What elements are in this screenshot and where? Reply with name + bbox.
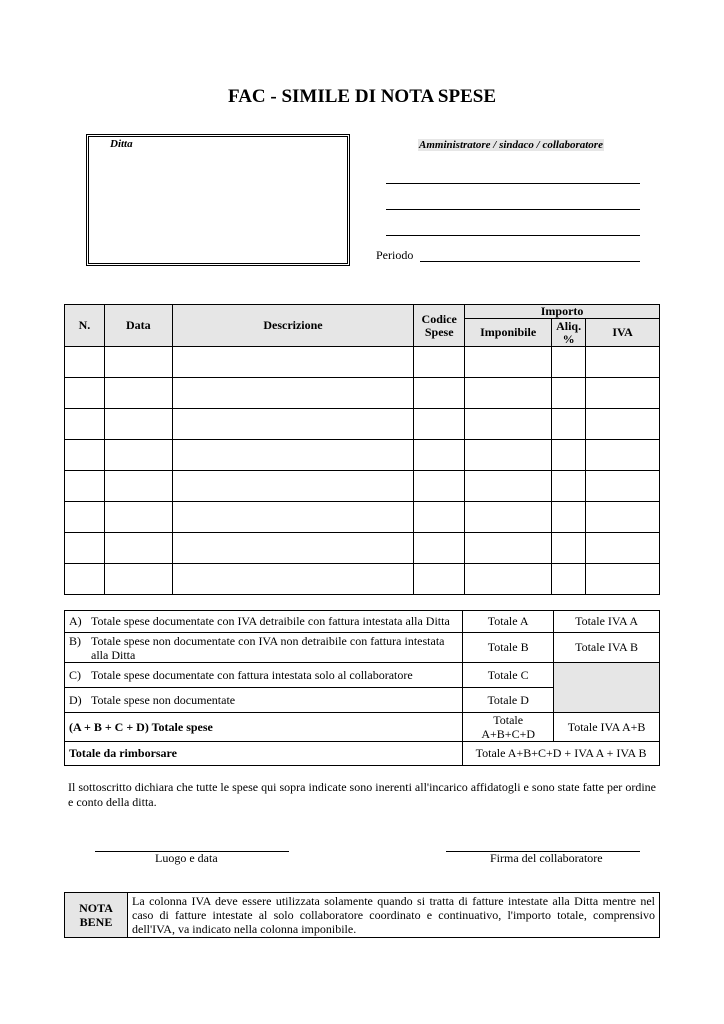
cell-imponibile[interactable] xyxy=(465,440,552,471)
luogo-label: Luogo e data xyxy=(155,851,218,865)
sum-text: (A + B + C + D) Totale spese xyxy=(65,713,463,742)
cell-n[interactable] xyxy=(65,471,105,502)
cell-iva[interactable] xyxy=(586,564,660,595)
table-row xyxy=(65,347,660,378)
cell-codice[interactable] xyxy=(414,409,465,440)
total-d-text: Totale spese non documentate xyxy=(91,692,236,707)
cell-n[interactable] xyxy=(65,440,105,471)
cell-iva[interactable] xyxy=(586,347,660,378)
shaded-empty-cell xyxy=(554,663,660,713)
cell-iva[interactable] xyxy=(586,533,660,564)
cell-aliq[interactable] xyxy=(552,502,586,533)
cell-codice[interactable] xyxy=(414,533,465,564)
cell-descrizione[interactable] xyxy=(172,533,413,564)
cell-codice[interactable] xyxy=(414,564,465,595)
rimborso-text: Totale da rimborsare xyxy=(65,742,463,766)
total-c-letter: C) xyxy=(69,667,81,682)
nota-bene-text: La colonna IVA deve essere utilizzata solamente quando si tratta di fatture intestate alla Ditta mentre nel caso di fatture intestate al solo collaboratore coordinato e continuativo, l'importo totale, comprensivo dell'IVA, va indicato nella colonna imponibile. xyxy=(128,893,660,938)
cell-descrizione[interactable] xyxy=(172,440,413,471)
page-title: FAC - SIMILE DI NOTA SPESE xyxy=(228,86,496,107)
sum-total-cell[interactable]: Totale A+B+C+D xyxy=(463,713,554,742)
cell-descrizione[interactable] xyxy=(172,564,413,595)
ditta-box[interactable] xyxy=(86,134,350,266)
periodo-line[interactable] xyxy=(420,261,640,262)
cell-aliq[interactable] xyxy=(552,409,586,440)
cell-n[interactable] xyxy=(65,347,105,378)
total-iva-a-cell[interactable]: Totale IVA A xyxy=(554,611,660,633)
rimborso-value[interactable]: Totale A+B+C+D + IVA A + IVA B xyxy=(463,742,660,766)
cell-n[interactable] xyxy=(65,378,105,409)
col-codice-spese: Codice Spese xyxy=(414,305,465,347)
cell-data[interactable] xyxy=(104,440,172,471)
cell-imponibile[interactable] xyxy=(465,564,552,595)
total-a-letter: A) xyxy=(69,614,82,628)
declaration-text: Il sottoscritto dichiara che tutte le spese qui sopra indicate sono inerenti all'incarico affidatogli e sono state fatte per ordine e conto della ditta. xyxy=(68,780,656,809)
col-iva: IVA xyxy=(586,319,660,347)
admin-line-3[interactable] xyxy=(386,235,640,236)
admin-label: Amministratore / sindaco / collaboratore xyxy=(419,139,603,151)
col-importo: Importo xyxy=(465,305,660,319)
cell-imponibile[interactable] xyxy=(465,502,552,533)
total-b-cell[interactable]: Totale B xyxy=(463,633,554,663)
cell-data[interactable] xyxy=(104,533,172,564)
cell-aliq[interactable] xyxy=(552,564,586,595)
total-a-text: Totale spese documentate con IVA detraibile con fattura intestata alla Ditta xyxy=(91,614,450,628)
cell-descrizione[interactable] xyxy=(172,502,413,533)
cell-imponibile[interactable] xyxy=(465,409,552,440)
total-d-row xyxy=(65,688,463,713)
cell-imponibile[interactable] xyxy=(465,347,552,378)
cell-iva[interactable] xyxy=(586,502,660,533)
total-d-letter: D) xyxy=(69,692,82,707)
total-c-row xyxy=(65,663,463,688)
col-data: Data xyxy=(104,305,172,347)
total-c-cell[interactable]: Totale C xyxy=(463,663,554,688)
cell-codice[interactable] xyxy=(414,502,465,533)
cell-iva[interactable] xyxy=(586,378,660,409)
cell-imponibile[interactable] xyxy=(465,378,552,409)
col-aliq: Aliq. % xyxy=(552,319,586,347)
table-row xyxy=(65,409,660,440)
cell-n[interactable] xyxy=(65,502,105,533)
cell-codice[interactable] xyxy=(414,347,465,378)
cell-n[interactable] xyxy=(65,409,105,440)
cell-iva[interactable] xyxy=(586,440,660,471)
admin-line-2[interactable] xyxy=(386,209,640,210)
cell-data[interactable] xyxy=(104,378,172,409)
total-b-letter: B) xyxy=(69,633,81,648)
col-descrizione: Descrizione xyxy=(172,305,413,347)
table-row xyxy=(65,440,660,471)
nota-bene-label: NOTA BENE xyxy=(65,893,128,938)
cell-aliq[interactable] xyxy=(552,347,586,378)
table-row xyxy=(65,533,660,564)
cell-data[interactable] xyxy=(104,564,172,595)
nota-bene-table xyxy=(64,892,660,938)
cell-aliq[interactable] xyxy=(552,440,586,471)
total-c-text: Totale spese documentate con fattura intestata solo al collaboratore xyxy=(91,667,413,682)
cell-imponibile[interactable] xyxy=(465,533,552,564)
admin-line-1[interactable] xyxy=(386,183,640,184)
sum-iva-cell[interactable]: Totale IVA A+B xyxy=(554,713,660,742)
cell-data[interactable] xyxy=(104,347,172,378)
cell-aliq[interactable] xyxy=(552,471,586,502)
cell-descrizione[interactable] xyxy=(172,409,413,440)
cell-codice[interactable] xyxy=(414,440,465,471)
cell-n[interactable] xyxy=(65,564,105,595)
total-d-cell[interactable]: Totale D xyxy=(463,688,554,713)
cell-data[interactable] xyxy=(104,471,172,502)
totals-table xyxy=(64,610,660,766)
cell-codice[interactable] xyxy=(414,378,465,409)
total-a-cell[interactable]: Totale A xyxy=(463,611,554,633)
ditta-label: Ditta xyxy=(110,138,133,150)
col-n: N. xyxy=(65,305,105,347)
cell-descrizione[interactable] xyxy=(172,378,413,409)
table-row xyxy=(65,564,660,595)
cell-descrizione[interactable] xyxy=(172,471,413,502)
table-row xyxy=(65,502,660,533)
total-b-text: Totale spese non documentate con IVA non detraibile con fattura intestata alla Ditta xyxy=(91,633,445,662)
cell-descrizione[interactable] xyxy=(172,347,413,378)
expenses-table xyxy=(64,304,660,595)
total-iva-b-cell[interactable]: Totale IVA B xyxy=(554,633,660,663)
col-imponibile: Imponibile xyxy=(465,319,552,347)
firma-label: Firma del collaboratore xyxy=(490,851,603,865)
cell-data[interactable] xyxy=(104,502,172,533)
table-row xyxy=(65,471,660,502)
total-a-row xyxy=(65,611,463,633)
cell-aliq[interactable] xyxy=(552,378,586,409)
cell-iva[interactable] xyxy=(586,471,660,502)
table-row xyxy=(65,378,660,409)
total-b-row xyxy=(65,633,463,663)
cell-imponibile[interactable] xyxy=(465,471,552,502)
cell-n[interactable] xyxy=(65,533,105,564)
periodo-label: Periodo xyxy=(376,248,414,262)
cell-iva[interactable] xyxy=(586,409,660,440)
cell-data[interactable] xyxy=(104,409,172,440)
cell-codice[interactable] xyxy=(414,471,465,502)
cell-aliq[interactable] xyxy=(552,533,586,564)
